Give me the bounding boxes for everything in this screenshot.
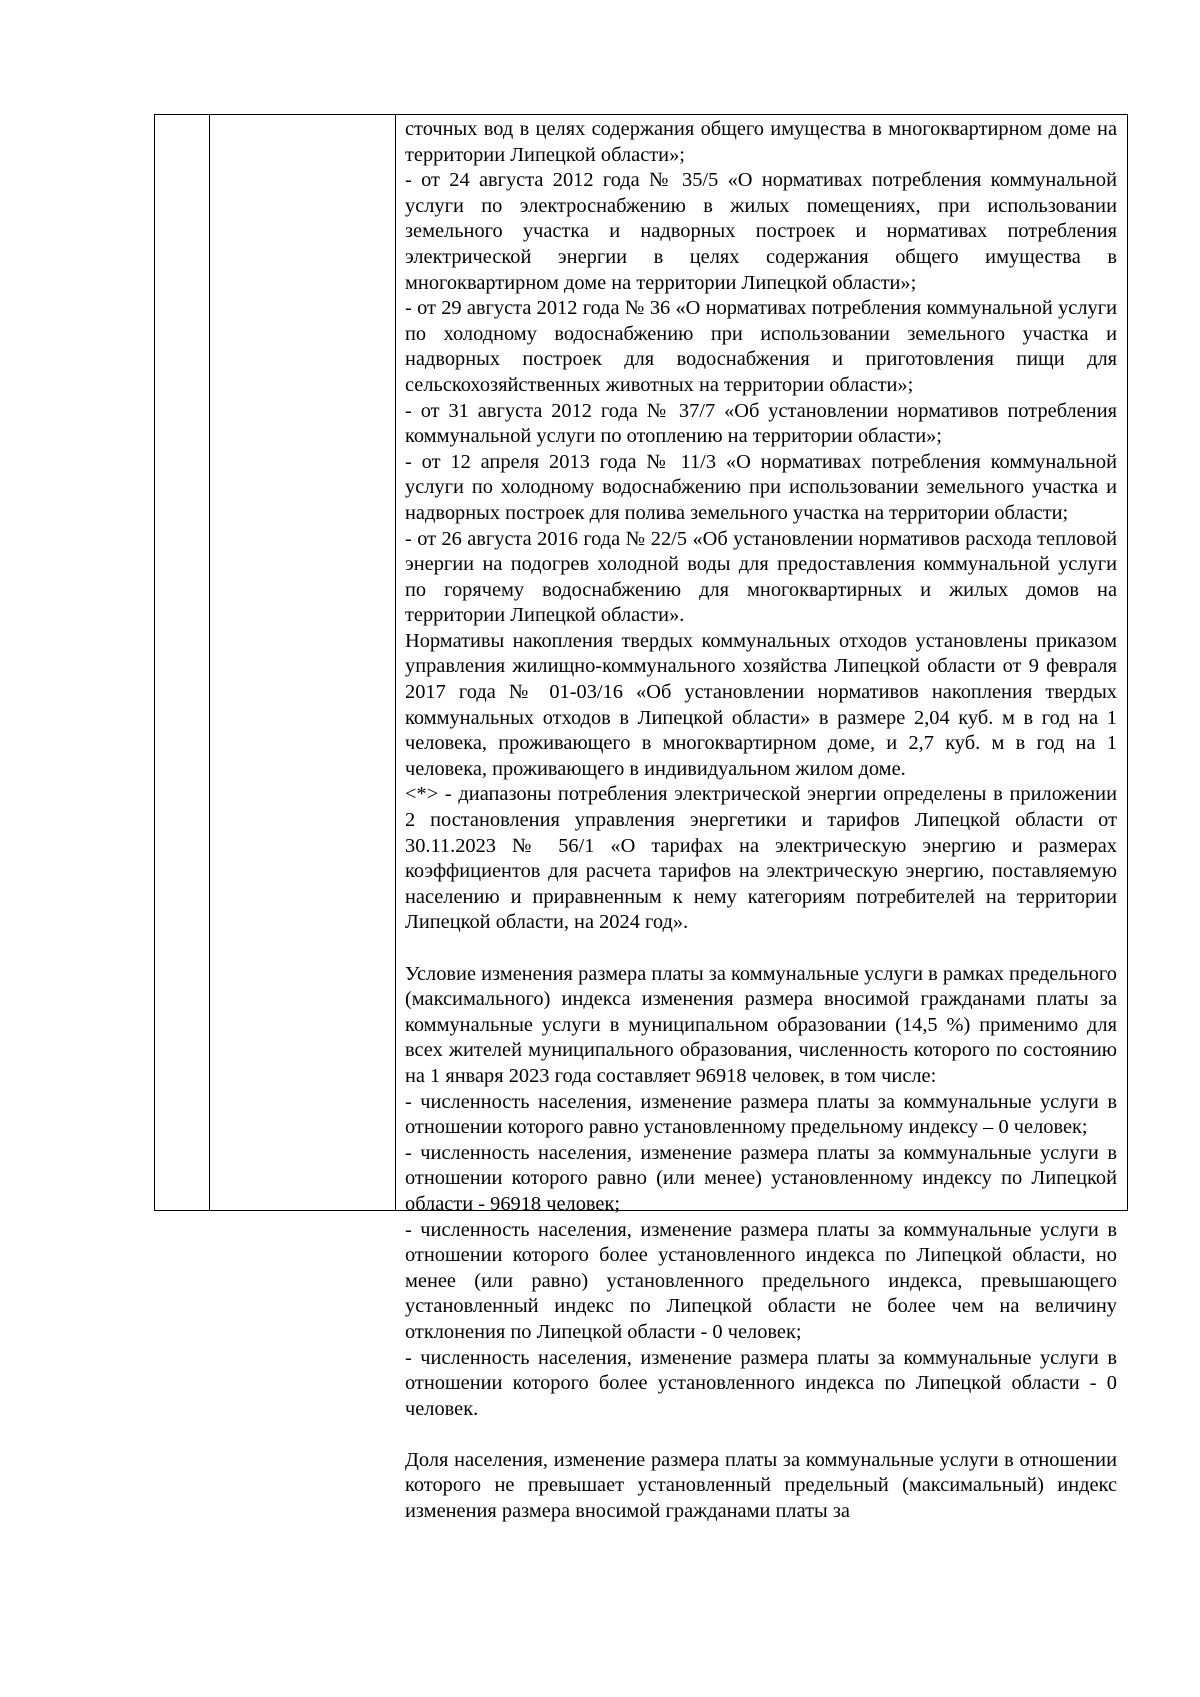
- paragraph-index-condition: Условие изменения размера платы за коммунальные услуги в рамках предельного (максимального) индекса изменения размера вносимой гражданами платы за коммунальные услуги в муниципальном образовании (14,5 %) применимо для всех жителей муниципального образования, численность которого по состоянию на 1 января 2023 года составляет 96918 человек, в том числе:: [405, 962, 1117, 1087]
- document-table: [154, 114, 1128, 1523]
- column-divider-2: [395, 115, 396, 1210]
- paragraph-order-35-5: - от 24 августа 2012 года № 35/5 «О нормативах потребления коммунальной услуги по электроснабжению в жилых помещениях, при использовании земельного участка и надворных построек и нормативах потребления электрической энергии в целях содержания общего имущества в многоквартирном доме на территории Липецкой области»;: [405, 169, 1117, 294]
- paragraph-spacer: [405, 1422, 1117, 1448]
- paragraph-population-above-index: - численность населения, изменение размера платы за коммунальные услуги в отношении которого более установленного индекса по Липецкой области - 0 человек.: [405, 1346, 1117, 1420]
- paragraph-order-11-3: - от 12 апреля 2013 года № 11/3 «О нормативах потребления коммунальной услуги по холодному водоснабжению при использовании земельного участка и надворных построек для полива земельного участка на территории области;: [405, 450, 1117, 524]
- paragraph-sewage-continuation: сточных вод в целях содержания общего имущества в многоквартирном доме на территории Липецкой области»;: [405, 118, 1117, 166]
- table-text-cell: [405, 117, 1117, 1525]
- column-divider-1: [209, 115, 210, 1210]
- paragraph-population-deviation: - численность населения, изменение размера платы за коммунальные услуги в отношении которого более установленного индекса по Липецкой области, но менее (или равно) установленного предельного индекса, превышающего установленный индекс по Липецкой области не более чем на величину отклонения по Липецкой области - 0 человек;: [405, 1218, 1117, 1343]
- paragraph-population-share: Доля населения, изменение размера платы за коммунальные услуги в отношении которого не превышает установленный предельный (максимальный) индекс изменения размера вносимой гражданами платы за: [405, 1448, 1117, 1523]
- paragraph-population-below-index: - численность населения, изменение размера платы за коммунальные услуги в отношении которого равно (или менее) установленному индексу по Липецкой области - 96918 человек;: [405, 1141, 1117, 1215]
- paragraph-spacer: [405, 936, 1117, 962]
- paragraph-order-37-7: - от 31 августа 2012 года № 37/7 «Об установлении нормативов потребления коммунальной услуги по отоплению на территории области»;: [405, 399, 1117, 448]
- paragraph-order-22-5: - от 26 августа 2016 года № 22/5 «Об установлении нормативов расхода тепловой энергии на подогрев холодной воды для предоставления коммунальной услуги по горячему водоснабжению для многоквартирных и жилых домов на территории Липецкой области».: [405, 527, 1117, 627]
- paragraph-waste-norms: Нормативы накопления твердых коммунальных отходов установлены приказом управления жилищно-коммунального хозяйства Липецкой области от 9 февраля 2017 года № 01-03/16 «Об установлении нормативов накопления твердых коммунальных отходов в Липецкой области» в размере 2,04 куб. м в год на 1 человека, проживающего в многоквартирном доме, и 2,7 куб. м в год на 1 человека, проживающего в индивидуальном жилом доме.: [405, 629, 1117, 780]
- paragraph-population-equal-limit: - численность населения, изменение размера платы за коммунальные услуги в отношении которого равно установленному предельному индексу – 0 человек;: [405, 1090, 1117, 1139]
- paragraph-order-36: - от 29 августа 2012 года № 36 «О нормативах потребления коммунальной услуги по холодному водоснабжению при использовании земельного участка и надворных построек для водоснабжения и приготовления пищи для сельскохозяйственных животных на территории области»;: [405, 297, 1117, 396]
- paragraph-footnote: <*> - диапазоны потребления электрической энергии определены в приложении 2 постановления управления энергетики и тарифов Липецкой области от 30.11.2023 № 56/1 «О тарифах на электрическую энергию и размерах коэффициентов для расчета тарифов на электрическую энергию, поставляемую населению и приравненным к нему категориям потребителей на территории Липецкой области, на 2024 год».: [405, 783, 1117, 934]
